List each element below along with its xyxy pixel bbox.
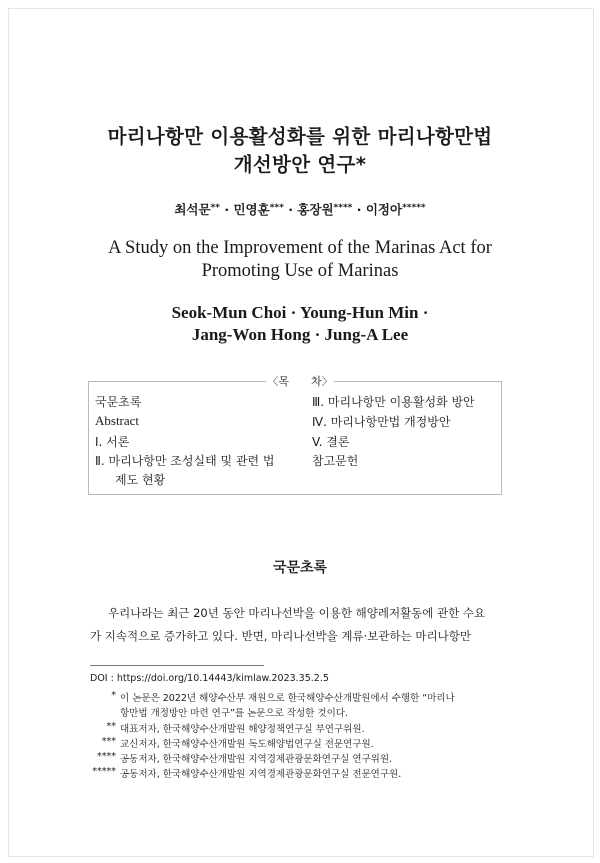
toc-item: Abstract xyxy=(95,413,140,428)
english-title-line-2: Promoting Use of Marinas xyxy=(201,261,399,281)
author-mark: ***** xyxy=(402,203,426,213)
author-separator: · xyxy=(356,202,362,217)
footnote-text-cont: 항만법 개정방안 마련 연구”를 논문으로 작성한 것이다. xyxy=(120,708,348,719)
footnote-mark: ** xyxy=(106,721,116,732)
toc-item: 참고문헌 xyxy=(312,454,359,468)
english-authors-line-1: Seok-Mun Choi · Young-Hun Min · xyxy=(171,303,429,322)
footnote-mark: ***** xyxy=(92,766,116,777)
author-name: 이정아 xyxy=(365,202,403,217)
author-mark: *** xyxy=(269,203,284,213)
abstract-line-2: 가 지속적으로 증가하고 있다. 반면, 마리나선박을 계류·보관하는 마리나항만 xyxy=(90,629,471,643)
author-separator: · xyxy=(224,202,230,217)
english-authors-line-2: Jang-Won Hong · Jung-A Lee xyxy=(191,325,409,344)
toc-item: Ⅱ. 마리나항만 조성실태 및 관련 법 xyxy=(95,454,275,468)
author-mark: **** xyxy=(333,203,353,213)
toc-item: Ⅲ. 마리나항만 이용활성화 방안 xyxy=(312,395,475,409)
toc-item: Ⅰ. 서론 xyxy=(95,435,130,449)
footnote-mark: *** xyxy=(101,736,116,747)
korean-title-line-2: 개선방안 연구* xyxy=(233,153,367,176)
footnote-text: 공동저자, 한국해양수산개발원 지역경제관광문화연구실 연구위원. xyxy=(120,754,393,765)
toc-item: 제도 현황 xyxy=(115,473,166,487)
abstract-line-1: 우리나라는 최근 20년 동안 마리나선박을 이용한 해양레저활동에 관한 수요 xyxy=(108,606,486,620)
footnote-mark: * xyxy=(111,690,116,701)
toc-heading: 〈목 차〉 xyxy=(267,375,333,388)
footnote-text: 공동저자, 한국해양수산개발원 지역경제관광문화연구실 전문연구원. xyxy=(120,769,402,780)
author-separator: · xyxy=(288,202,293,217)
english-title-line-1: A Study on the Improvement of the Marinas Act for xyxy=(108,238,492,258)
author-name: 홍장원 xyxy=(297,202,334,217)
author-mark: ** xyxy=(210,203,221,213)
toc-item: V. 결론 xyxy=(312,435,350,449)
footnote-text: 대표저자, 한국해양수산개발원 해양정책연구실 부연구위원. xyxy=(120,724,365,735)
footnote-mark: **** xyxy=(97,751,116,762)
author-name: 민영훈 xyxy=(233,202,270,217)
doi-text: DOI : https://doi.org/10.14443/kimlaw.2023.35.2.5 xyxy=(90,673,329,684)
footnote-text: 교신저자, 한국해양수산개발원 독도해양법연구실 전문연구원. xyxy=(120,739,374,750)
footnote-rule xyxy=(90,665,264,666)
footnote-text: 이 논문은 2022년 해양수산부 재원으로 한국해양수산개발원에서 수행한 “마리나 xyxy=(120,693,455,704)
korean-authors xyxy=(0,200,600,218)
author-name: 최석문 xyxy=(174,202,211,217)
toc-item: 국문초록 xyxy=(95,395,142,409)
toc-item: Ⅳ. 마리나항만법 개정방안 xyxy=(312,415,451,429)
abstract-heading: 국문초록 xyxy=(272,560,328,576)
korean-title-line-1: 마리나항만 이용활성화를 위한 마리나항만법 xyxy=(107,125,493,148)
